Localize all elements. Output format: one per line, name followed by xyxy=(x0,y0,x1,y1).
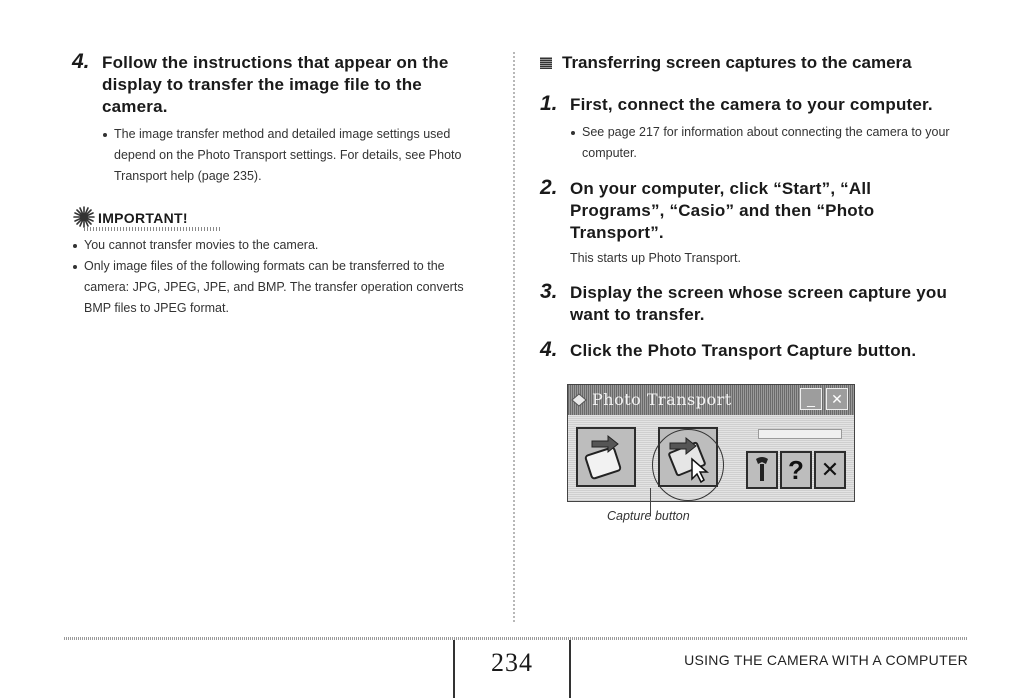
cancel-button[interactable]: ✕ xyxy=(814,451,846,489)
step-number: 4. xyxy=(540,338,558,361)
left-column xyxy=(72,52,492,319)
column-divider xyxy=(513,52,515,622)
step-number: 3. xyxy=(540,280,558,303)
step-title: On your computer, click “Start”, “All Programs”, “Casio” and then “Photo Transport”. xyxy=(570,179,875,242)
step-bullets xyxy=(570,122,970,164)
important-burst-icon xyxy=(72,205,98,229)
right-step-3 xyxy=(540,282,970,326)
important-heading xyxy=(72,205,492,229)
minimize-button[interactable]: _ xyxy=(800,388,822,410)
important-label: IMPORTANT! xyxy=(98,210,188,226)
app-icon xyxy=(570,392,588,408)
right-step-2 xyxy=(540,178,970,268)
step-title: First, connect the camera to your computer. xyxy=(570,95,933,114)
step-title: Display the screen whose screen capture you want to transfer. xyxy=(570,283,948,324)
window-title: Photo Transport xyxy=(592,390,732,409)
chapter-title: USING THE CAMERA WITH A COMPUTER xyxy=(684,652,968,668)
transfer-icon xyxy=(578,429,634,485)
page-number: 234 xyxy=(491,648,533,677)
step-title: Click the Photo Transport Capture button. xyxy=(570,341,917,360)
important-bullets xyxy=(72,235,492,319)
right-column xyxy=(540,52,970,502)
capture-button-caption: Capture button xyxy=(607,509,690,523)
section-title xyxy=(540,52,970,74)
important-underline xyxy=(84,227,222,231)
capture-highlight-circle xyxy=(652,429,724,501)
bullet-item: Only image files of the following formats can be transferred to the camera: JPG, JPEG, JPE, and BMP. The transfer operation converts BMP files to JPEG format. xyxy=(72,256,492,319)
page-number-box xyxy=(453,640,571,698)
bullet-item: See page 217 for information about connecting the camera to your computer. xyxy=(570,122,970,164)
photo-transport-screenshot xyxy=(567,384,855,502)
window-close-button[interactable]: ✕ xyxy=(826,388,848,410)
wrench-icon xyxy=(748,453,776,487)
bullet-item: The image transfer method and detailed image settings used depend on the Photo Transport settings. For details, see Photo Transport help (page 235). xyxy=(102,124,492,187)
progress-bar xyxy=(758,429,842,439)
step-title: Follow the instructions that appear on the display to transfer the image file to the camera. xyxy=(102,53,449,116)
step-number: 1. xyxy=(540,92,558,115)
window-titlebar xyxy=(568,385,854,415)
help-button[interactable]: ? xyxy=(780,451,812,489)
bullet-item: You cannot transfer movies to the camera. xyxy=(72,235,492,256)
right-step-4 xyxy=(540,340,970,362)
step-text: This starts up Photo Transport. xyxy=(570,251,741,265)
settings-button[interactable] xyxy=(746,451,778,489)
left-step-4 xyxy=(72,52,492,187)
step-number: 2. xyxy=(540,176,558,199)
step-bullets xyxy=(102,124,492,187)
section-square-icon xyxy=(540,57,552,69)
transfer-button[interactable] xyxy=(576,427,636,487)
step-number: 4. xyxy=(72,50,90,73)
right-step-1 xyxy=(540,94,970,164)
section-title-text: Transferring screen captures to the camera xyxy=(562,53,912,72)
